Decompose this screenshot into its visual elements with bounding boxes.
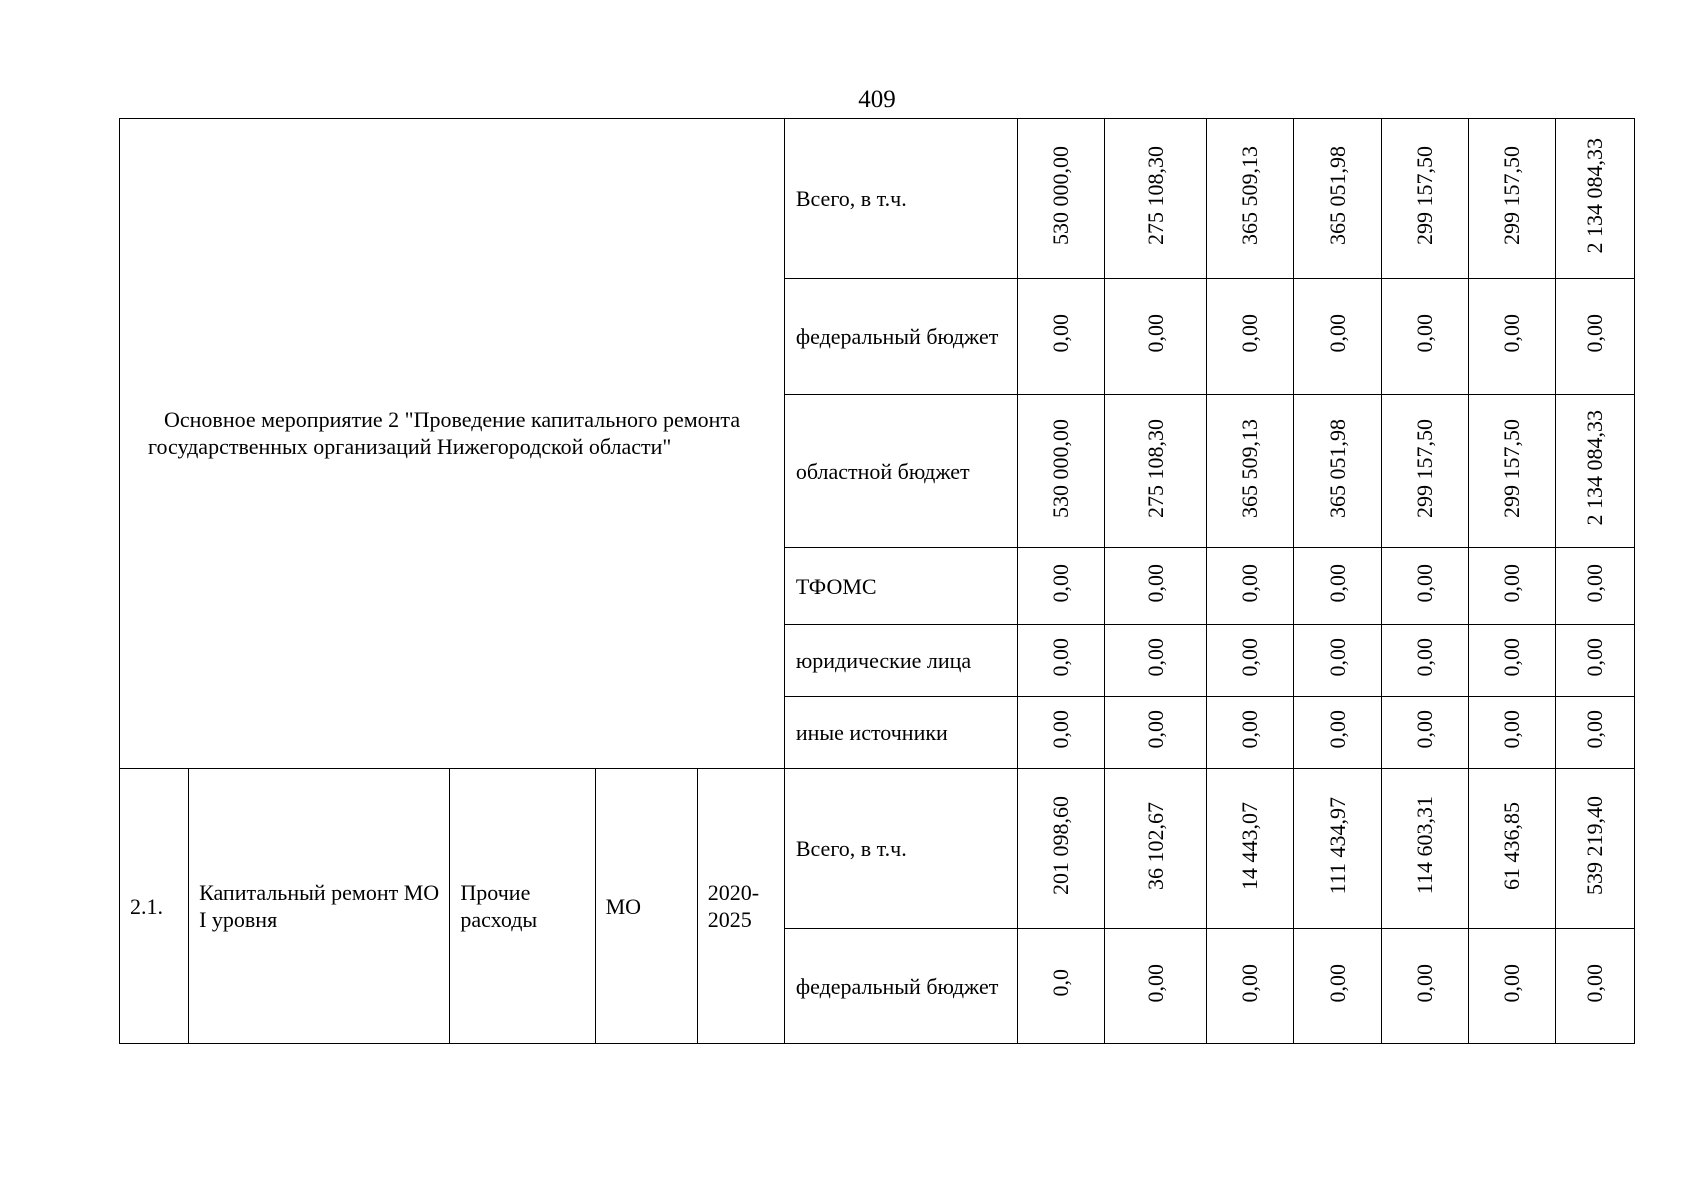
value: 0,00 <box>1142 710 1168 749</box>
funding-source: областной бюджет <box>784 395 1017 548</box>
value-cell <box>1207 395 1294 548</box>
value-cell <box>1207 119 1294 279</box>
value-cell <box>1018 395 1105 548</box>
value-cell <box>1381 548 1468 625</box>
sub-event-name: Капитальный ремонт МО I уровня <box>189 769 450 1044</box>
value: 0,00 <box>1581 710 1607 749</box>
value: 61 436,85 <box>1498 801 1524 890</box>
value: 0,00 <box>1048 710 1074 749</box>
value-cell <box>1207 769 1294 929</box>
value: 0,00 <box>1237 314 1263 353</box>
value-cell <box>1105 769 1207 929</box>
value-cell <box>1468 929 1555 1044</box>
value: 299 157,50 <box>1498 146 1524 245</box>
value-cell <box>1381 697 1468 769</box>
budget-table <box>119 118 1635 1044</box>
main-event-title: Основное мероприятие 2 "Проведение капитального ремонта государственных организаций Нижегородской области" <box>148 406 741 459</box>
value: 0,00 <box>1324 563 1350 603</box>
value: 365 509,13 <box>1237 146 1263 245</box>
value: 0,00 <box>1324 710 1350 749</box>
value-cell <box>1105 119 1207 279</box>
value: 0,00 <box>1324 963 1350 1003</box>
value-cell <box>1018 929 1105 1044</box>
value: 0,00 <box>1411 638 1437 677</box>
value-cell <box>1468 697 1555 769</box>
funding-source: федеральный бюджет <box>784 279 1017 395</box>
value-cell <box>1105 697 1207 769</box>
value: 0,00 <box>1581 314 1607 353</box>
value: 14 443,07 <box>1237 801 1263 890</box>
value-cell <box>1294 279 1381 395</box>
value: 365 051,98 <box>1324 418 1350 518</box>
funding-source: Всего, в т.ч. <box>784 119 1017 279</box>
value: 2 134 084,33 <box>1581 410 1607 526</box>
value-cell <box>1555 395 1634 548</box>
value: 0,00 <box>1498 638 1524 677</box>
value: 0,00 <box>1237 638 1263 677</box>
value-cell <box>1018 769 1105 929</box>
value: 299 157,50 <box>1411 418 1437 518</box>
value-cell <box>1294 769 1381 929</box>
value: 0,00 <box>1581 638 1607 677</box>
value: 0,00 <box>1048 638 1074 677</box>
value: 0,00 <box>1142 638 1168 677</box>
value: 0,00 <box>1411 314 1437 353</box>
value-cell <box>1018 548 1105 625</box>
table-row <box>120 119 1635 279</box>
value-cell <box>1105 279 1207 395</box>
value: 0,00 <box>1498 314 1524 353</box>
value-cell <box>1468 548 1555 625</box>
sub-event-number: 2.1. <box>120 769 189 1044</box>
funding-source: Всего, в т.ч. <box>784 769 1017 929</box>
value-cell <box>1468 279 1555 395</box>
value: 0,00 <box>1498 710 1524 749</box>
value-cell <box>1105 548 1207 625</box>
value: 0,00 <box>1581 963 1607 1003</box>
value-cell <box>1018 697 1105 769</box>
value: 0,00 <box>1142 314 1168 353</box>
value: 0,00 <box>1237 710 1263 749</box>
value: 530 000,00 <box>1048 146 1074 245</box>
value-cell <box>1207 697 1294 769</box>
value: 0,00 <box>1581 563 1607 603</box>
value: 0,0 <box>1048 969 1074 997</box>
value: 0,00 <box>1142 563 1168 603</box>
value-cell <box>1381 279 1468 395</box>
funding-source: юридические лица <box>784 625 1017 697</box>
value-cell <box>1018 625 1105 697</box>
value: 0,00 <box>1142 963 1168 1003</box>
sub-event-period: 2020-2025 <box>697 769 784 1044</box>
value: 0,00 <box>1324 314 1350 353</box>
funding-source: федеральный бюджет <box>784 929 1017 1044</box>
table-body <box>120 119 1635 1044</box>
value: 2 134 084,33 <box>1581 137 1607 254</box>
value-cell <box>1294 395 1381 548</box>
value: 0,00 <box>1411 710 1437 749</box>
value: 0,00 <box>1324 638 1350 677</box>
value-cell <box>1381 769 1468 929</box>
value-cell <box>1381 119 1468 279</box>
value-cell <box>1468 625 1555 697</box>
value-cell <box>1294 929 1381 1044</box>
value-cell <box>1207 279 1294 395</box>
value: 299 157,50 <box>1411 146 1437 245</box>
value: 0,00 <box>1048 314 1074 353</box>
value-cell <box>1294 697 1381 769</box>
value: 111 434,97 <box>1324 796 1350 895</box>
value: 539 219,40 <box>1581 796 1607 895</box>
value-cell <box>1555 769 1634 929</box>
value: 0,00 <box>1048 563 1074 603</box>
value-cell <box>1381 395 1468 548</box>
value: 0,00 <box>1498 563 1524 603</box>
page-number: 409 <box>858 86 896 113</box>
funding-source: ТФОМС <box>784 548 1017 625</box>
value-cell <box>1381 625 1468 697</box>
value-cell <box>1555 929 1634 1044</box>
value-cell <box>1018 119 1105 279</box>
value-cell <box>1105 395 1207 548</box>
value-cell <box>1294 119 1381 279</box>
value: 36 102,67 <box>1142 801 1168 890</box>
value-cell <box>1468 395 1555 548</box>
value: 275 108,30 <box>1142 418 1168 518</box>
value: 0,00 <box>1237 963 1263 1003</box>
value: 530 000,00 <box>1048 418 1074 518</box>
main-event-title-cell <box>120 119 785 769</box>
value-cell <box>1105 929 1207 1044</box>
value: 365 051,98 <box>1324 146 1350 245</box>
value: 201 098,60 <box>1048 796 1074 895</box>
value-cell <box>1294 548 1381 625</box>
value: 299 157,50 <box>1498 418 1524 518</box>
value-cell <box>1555 548 1634 625</box>
value: 114 603,31 <box>1411 796 1437 895</box>
value-cell <box>1381 929 1468 1044</box>
value-cell <box>1207 625 1294 697</box>
funding-source: иные источники <box>784 697 1017 769</box>
value-cell <box>1207 929 1294 1044</box>
value-cell <box>1555 279 1634 395</box>
value: 0,00 <box>1237 563 1263 603</box>
value-cell <box>1207 548 1294 625</box>
table-row <box>120 769 1635 929</box>
value: 0,00 <box>1498 963 1524 1003</box>
value: 0,00 <box>1411 963 1437 1003</box>
value-cell <box>1294 625 1381 697</box>
value-cell <box>1555 119 1634 279</box>
sub-event-executor: МО <box>595 769 697 1044</box>
sub-event-category: Прочие расходы <box>450 769 595 1044</box>
value-cell <box>1555 697 1634 769</box>
value-cell <box>1018 279 1105 395</box>
value-cell <box>1468 769 1555 929</box>
value: 275 108,30 <box>1142 146 1168 245</box>
value-cell <box>1468 119 1555 279</box>
value-cell <box>1105 625 1207 697</box>
value: 0,00 <box>1411 563 1437 603</box>
value: 365 509,13 <box>1237 418 1263 518</box>
value-cell <box>1555 625 1634 697</box>
